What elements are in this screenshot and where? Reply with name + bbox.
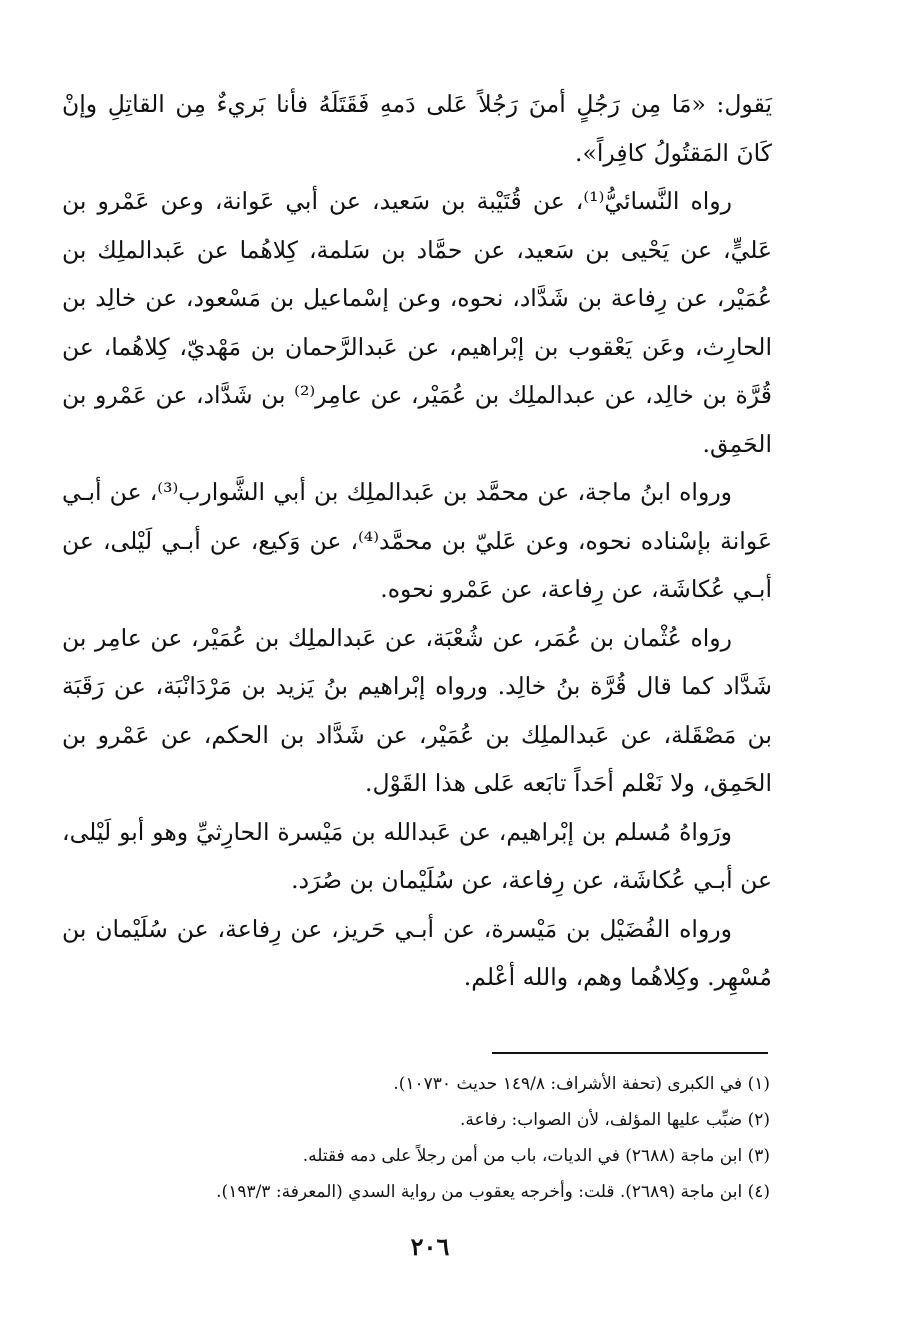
paragraph-ibn-majah-chain: ورواه ابنُ ماجة، عن محمَّد بن عَبدالملِك بن أبي الشَّوارب⁽³⁾، عن أبـي عَوانة بإسْناده نحوه، وعن عَليّ بن محمَّد⁽⁴⁾، عن وَكيع، عن أبـي لَيْلى، عن أبـي عُكاشَة، عن رِفاعة، عن عَمْرو نحوه.	[62, 478, 772, 603]
paragraph-nasai-chain: رواه النَّسائيُّ⁽¹⁾، عن قُتَيْبة بن سَعيد، عن أبي عَوانة، وعن عَمْرو بن عَليٍّ، عن يَحْيى بن سَعيد، عن حمَّاد بن سَلمة، كِلاهُما عن عَبدالملِك بن عُمَيْر، عن رِفاعة بن شَدَّاد، نحوه، وعن إسْماعيل بن مَسْعود، عن خالِد بن الحارِث، وعَن يَعْقوب بن إبْراهيم، عن عَبدالرَّحمان بن مَهْديّ، كِلاهُما، عن قُرَّة بن خالِد، عن عبدالملِك بن عُمَيْر، عن عامِر⁽²⁾ بن شَدَّاد، عن عَمْرو بن الحَمِق.	[62, 187, 772, 458]
page-number: ٢٠٦	[410, 1232, 450, 1261]
paragraph-muslim-chain: ورَواهُ مُسلم بن إبْراهيم، عن عَبدالله بن مَيْسرة الحارِثيِّ وهو أبو لَيْلى، عن أبـي عُكاشَة، عن رِفاعة، عن سُلَيْمان بن صُرَد.	[62, 817, 772, 894]
paragraph-uthman-chain: رواه عُثْمان بن عُمَر، عن شُعْبَة، عن عَبدالملِك بن عُمَيْر، عن عامِر بن شَدَّاد كما قال قُرَّة بنُ خالِد. ورواه إبْراهيم بنُ يَزيد بن مَرْدَانْبَة، عن رَقَبَة بن مَصْقَلة، عن عَبدالملِك بن عُمَيْر، عن شَدَّاد بن الحكم، عن عَمْرو بن الحَمِق، ولا نَعْلم أحَداً تابَعه عَلى هذا القَوْل.	[62, 623, 772, 797]
footnote-3: (٣) ابن ماجة (٢٦٨٨) في الديات، باب من أمن رجلاً على دمه فقتله.	[302, 1146, 770, 1166]
footnotes	[150, 1066, 770, 1210]
footnote-2: (٢) ضبِّب عليها المؤلف، لأن الصواب: رفاعة.	[459, 1110, 770, 1130]
footnote-1: (١) في الكبرى (تحفة الأشراف: ١٤٩/٨ حديث ١٠٧٣٠).	[393, 1074, 770, 1094]
footnote-4: (٤) ابن ماجة (٢٦٨٩). قلت: وأخرجه يعقوب من رواية السدي (المعرفة: ١٩٣/٣).	[216, 1182, 770, 1202]
paragraph-fudayl-chain: ورواه الفُضَيْل بن مَيْسرة، عن أبـي حَريز، عن رِفاعة، عن سُلَيْمان بن مُسْهِر. وكِلاهُما وهم، والله أعْلم.	[62, 914, 772, 991]
paragraph-hadith-quote: يَقول: «مَا مِن رَجُلٍ أمنَ رَجُلاً عَلى دَمهِ فَقَتَلَهُ فأنا بَريءٌ مِن القاتِلِ وإنْ كَانَ المَقتُولُ كافِراً».	[62, 90, 772, 167]
footnote-divider	[492, 1052, 768, 1054]
main-text	[62, 80, 772, 1002]
